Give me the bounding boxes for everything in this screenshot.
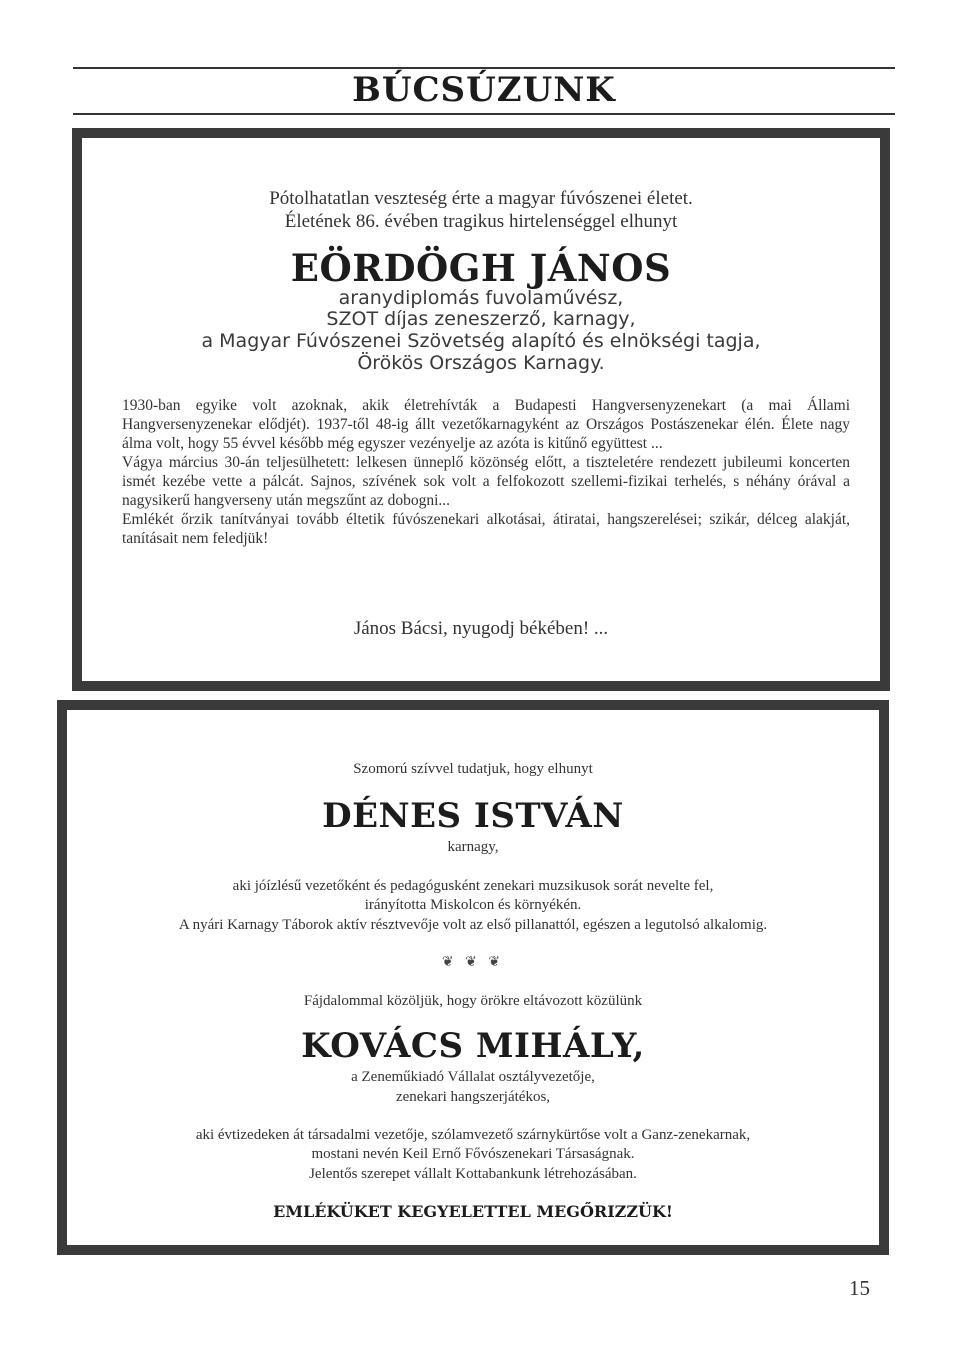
deceased-name: EÖRDÖGH JÁNOS xyxy=(290,246,672,290)
title-line: aranydiplomás fuvolaművész, xyxy=(338,287,624,309)
title-line: a Magyar Fúvószenei Szövetség alapító és elnökségi tagja, xyxy=(201,330,761,352)
deceased-name: KOVÁCS MIHÁLY, xyxy=(301,1026,645,1066)
tribute-line: irányította Miskolcon és környékén. xyxy=(364,897,582,913)
bio-paragraph: Vágya március 30-án teljesülhetett: lelkesen ünneplő közönség előtt, a tiszteletére rendezett jubileumi koncerten ismét kezébe vette a pálcát. Sajnos, szívének sok volt a felfokozott szellemi-fizikai terhelés, s néhány órával a nagysikerű hangverseny után megszűnt az dobogni... xyxy=(122,454,850,509)
obituary-eordogh-box xyxy=(72,128,890,691)
heading-underline xyxy=(73,113,895,115)
role-line: zenekari hangszerjátékos, xyxy=(395,1089,551,1105)
flower-divider-icon: ❦ ❦ ❦ xyxy=(441,955,505,970)
tribute-line: mostani nevén Keil Ernő Fővószenekari Társaságnak. xyxy=(311,1146,635,1162)
top-rule xyxy=(73,67,895,69)
role-line: karnagy, xyxy=(447,839,499,855)
closing-line: EMLÉKÜKET KEGYELETTEL MEGŐRIZZÜK! xyxy=(273,1202,673,1221)
tribute-line: aki évtizedeken át társadalmi vezetője, szólamvezető szárnykürtőse volt a Ganz-zenekarnak, xyxy=(195,1127,751,1143)
intro-line: Életének 86. évében tragikus hirtelenséggel elhunyt xyxy=(284,211,678,232)
tribute-line: A nyári Karnagy Táborok aktív résztvevője volt az első pillanattól, egészen a legutolsó alkalomig. xyxy=(178,917,768,933)
bio-paragraph: Emlékét őrzik tanítványai tovább éltetik fúvószenekari alkotásai, átiratai, hangszerelései; szikár, délceg alakját, tanításait nem feledjük! xyxy=(122,511,850,547)
role-line: a Zeneműkiadó Vállalat osztályvezetője, xyxy=(351,1069,595,1085)
deceased-name: DÉNES ISTVÁN xyxy=(322,796,624,836)
tribute-line: Jelentős szerepet vállalt Kottabankunk létrehozásában. xyxy=(309,1166,637,1182)
tribute-line: aki jóízlésű vezetőként és pedagógusként zenekari muzsikusok sorát nevelte fel, xyxy=(232,878,714,894)
page-number: 15 xyxy=(849,1276,870,1300)
bio-paragraph: 1930-ban egyike volt azoknak, akik életrehívták a Budapesti Hangversenyzenekart (a mai Állami Hangversenyzenekar elődjét). 1937-től 48-ig állt vezetőkarnagyként az Országos Postászenekar élén. Élete nagy álma volt, hogy 55 évvel később még egyszer vezényelje az azóta is kitűnő együttest ... xyxy=(122,397,850,452)
intro-line: Pótolhatatlan veszteség érte a magyar fúvószenei életet. xyxy=(269,188,693,209)
title-line: SZOT díjas zeneszerző, karnagy, xyxy=(326,308,636,330)
obituary-group-box xyxy=(57,700,889,1255)
farewell-line: János Bácsi, nyugodj békében! ... xyxy=(353,618,609,639)
biography xyxy=(122,396,850,548)
intro-line: Szomorú szívvel tudatjuk, hogy elhunyt xyxy=(353,761,593,777)
intro-line: Fájdalommal közöljük, hogy örökre eltávozott közülünk xyxy=(303,993,643,1009)
title-line: Örökös Országos Karnagy. xyxy=(357,352,605,374)
page-heading: BÚCSÚZUNK xyxy=(352,70,616,110)
